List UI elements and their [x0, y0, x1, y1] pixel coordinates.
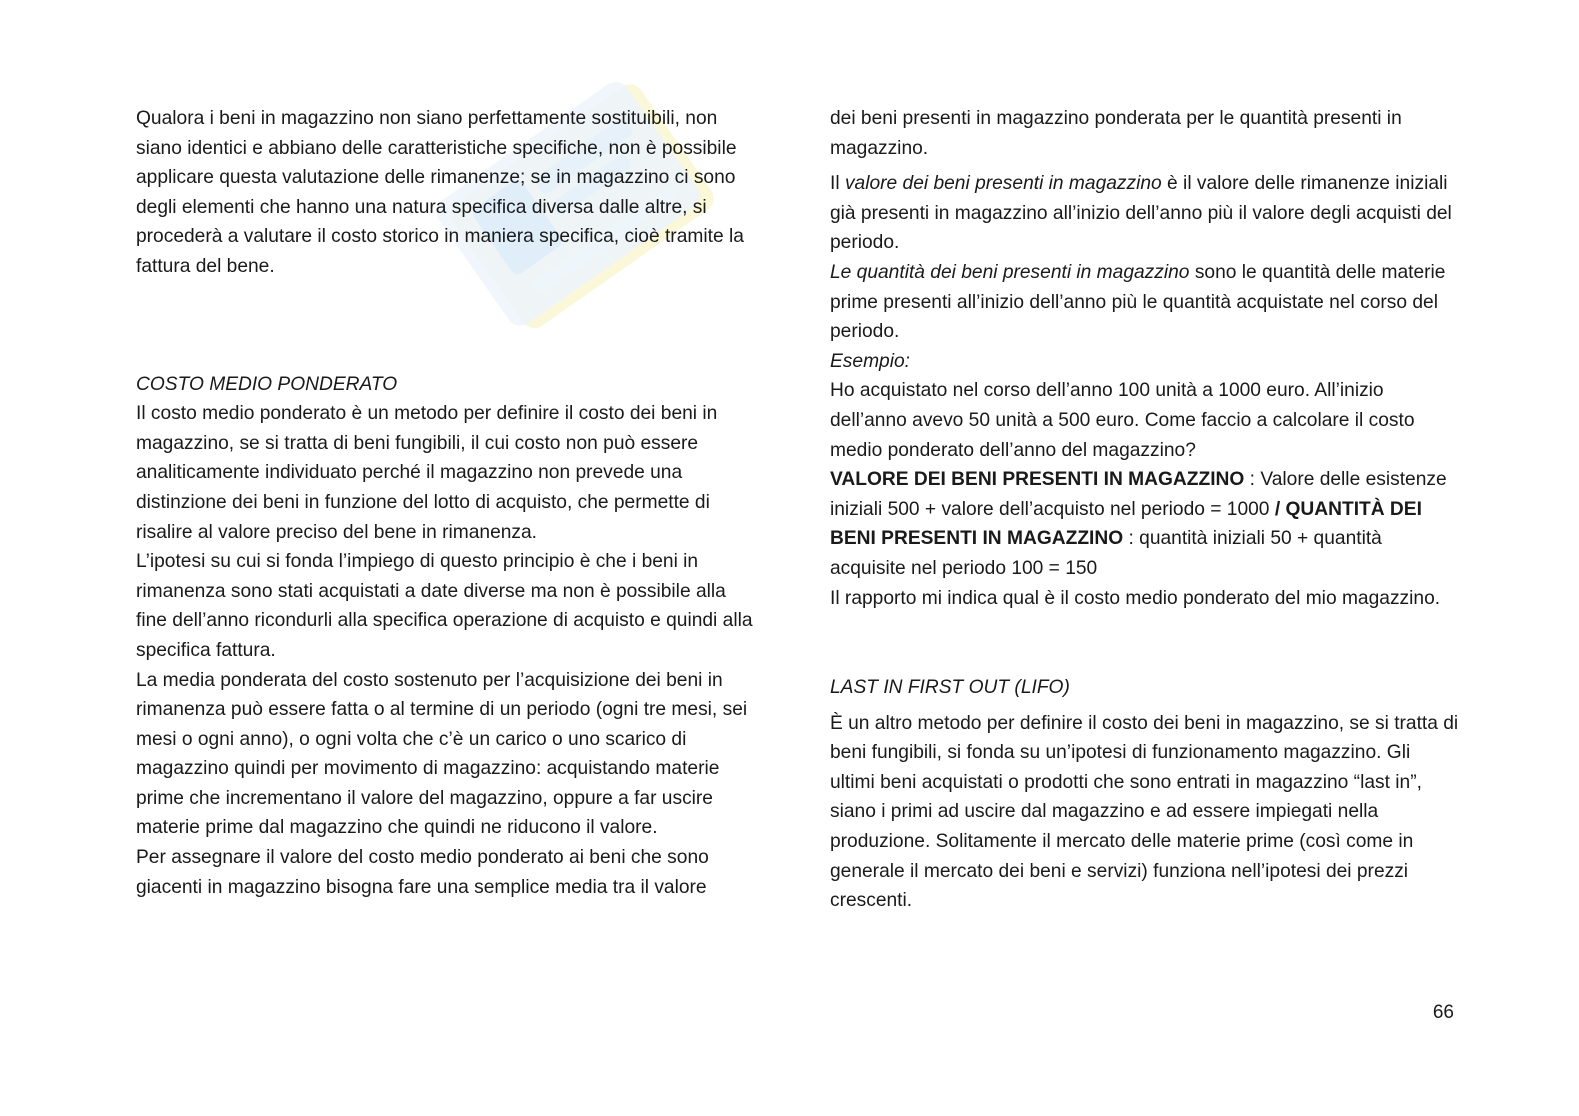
calculation [830, 465, 1460, 583]
paragraph: L’ipotesi su cui si fonda l’impiego di questo principio è che i beni in rimanenza sono stati acquistati a date diverse ma non è possibile alla fine dell’anno ricondurli alla specifica operazione di acquisto e quindi alla specifica fattura. [136, 551, 753, 661]
text-run: Il [830, 173, 845, 195]
left-column [136, 104, 761, 902]
paragraph: dei beni presenti in magazzino ponderata per le quantità presenti in magazzino. [830, 108, 1402, 159]
bold-text: / QUANTITÀ DEI BENI PRESENTI IN MAGAZZINO [830, 498, 1422, 550]
paragraph: Per assegnare il valore del costo medio ponderato ai beni che sono giacenti in magazzino bisogna fare una semplice media tra il valore [136, 847, 709, 898]
paragraph: È un altro metodo per definire il costo dei beni in magazzino, se si tratta di beni fungibili, si fonda su un’ipotesi di funzionamento magazzino. Gli ultimi beni acquistati o prodotti che sono entrati in magazzino “last in”, siano i primi ad uscire dal magazzino e ad essere impiegati nella produzione. Solitamente il mercato delle materie prime (così come in generale il mercato dei beni e servizi) funziona nell’ipotesi dei prezzi crescenti. [830, 712, 1459, 912]
emphasis-text: valore dei beni presenti in magazzino [844, 173, 1162, 195]
paragraph [830, 169, 1460, 258]
text-run: sono le quantità delle materie prime presenti all’inizio dell’anno più le quantità acquistate nel corso del periodo. [830, 261, 1446, 343]
section-heading: LAST IN FIRST OUT (LIFO) [830, 677, 1070, 699]
section-heading: COSTO MEDIO PONDERATO [136, 373, 398, 395]
page-number: 66 [1432, 1002, 1454, 1023]
text-run: è il valore delle rimanenze iniziali già presenti in magazzino all’inizio dell’anno più il valore degli acquisti del periodo. [830, 173, 1452, 254]
example-label: Esempio: [830, 350, 910, 372]
bold-text: VALORE DEI BENI PRESENTI IN MAGAZZINO [830, 469, 1245, 491]
text-run: : Valore delle esistenze iniziali 500 + valore dell’acquisto nel periodo = 1000 [830, 469, 1447, 520]
paragraph: Il costo medio ponderato è un metodo per definire il costo dei beni in magazzino, se si tratta di beni fungibili, il cui costo non può essere analiticamente individuato perché il magazzino non prevede una distinzione dei beni in funzione del lotto di acquisto, che permette di risalire al valore preciso del bene in rimanenza. [136, 403, 718, 543]
text-run: : quantità iniziali 50 + quantità acquisite nel periodo 100 = 150 [830, 528, 1382, 579]
paragraph: La media ponderata del costo sostenuto per l’acquisizione dei beni in rimanenza può essere fatta o al termine di un periodo (ogni tre mesi, sei mesi o ogni anno), o ogni volta che c’è un carico o uno scarico di magazzino quindi per movimento di magazzino: acquistando materie prime che incrementano il valore del magazzino, oppure a far uscire materie prime dal magazzino che quindi ne riducono il valore. [136, 669, 748, 839]
paragraph: Il rapporto mi indica qual è il costo medio ponderato del mio magazzino. [830, 587, 1441, 609]
paragraph [830, 258, 1460, 347]
paragraph: Ho acquistato nel corso dell’anno 100 unità a 1000 euro. All’inizio dell’anno avevo 50 unità a 500 euro. Come faccio a calcolare il costo medio ponderato dell’anno del magazzino? [830, 380, 1415, 461]
paragraph: Qualora i beni in magazzino non siano perfettamente sostituibili, non siano identici e abbiano delle caratteristiche specifiche, non è possibile applicare questa valutazione delle rimanenze; se in magazzino ci sono degli elementi che hanno una natura specifica diversa dalle altre, si procederà a valutare il costo storico in maniera specifica, cioè tramite la fattura del bene. [136, 108, 744, 277]
right-column [830, 104, 1460, 916]
emphasis-text: Le quantità dei beni presenti in magazzino [830, 261, 1190, 283]
